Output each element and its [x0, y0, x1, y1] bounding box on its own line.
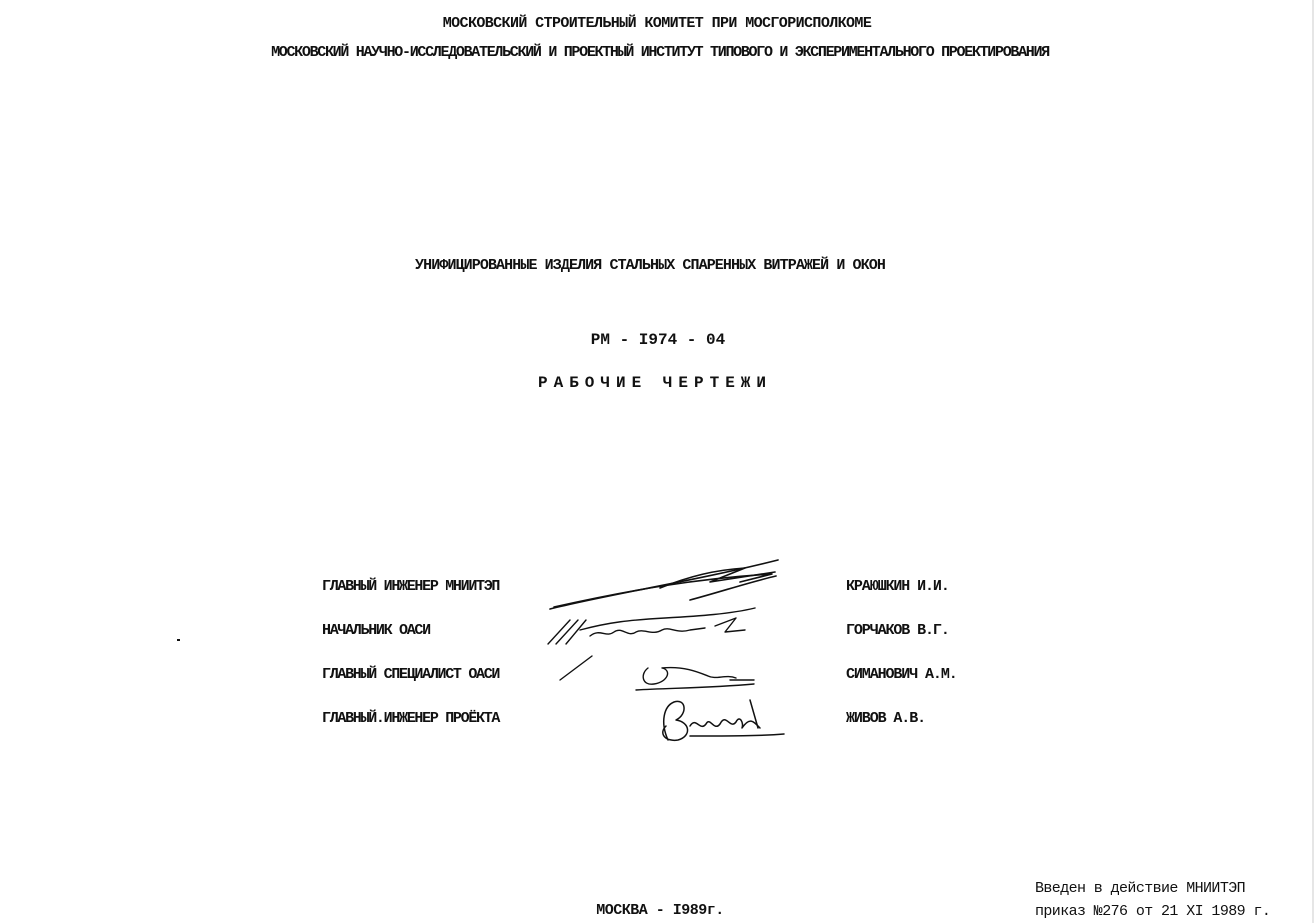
scan-speck — [177, 639, 180, 641]
document-kind: РАБОЧИЕ ЧЕРТЕЖИ — [537, 374, 773, 392]
signature-4 — [663, 700, 784, 740]
signatory-name: ЖИВОВ А.В. — [846, 710, 926, 727]
handwritten-signatures — [540, 552, 800, 747]
city-year: МОСКВА - I989г. — [596, 902, 724, 919]
signatory-role: ГЛАВНЫЙ СПЕЦИАЛИСТ ОАСИ — [322, 666, 500, 683]
document-code: РМ - I974 - 04 — [590, 331, 726, 349]
signatory-name: СИМАНОВИЧ А.М. — [846, 666, 957, 683]
signatory-role: ГЛАВНЫЙ ИНЖЕНЕР МНИИТЭП — [322, 578, 500, 595]
document-title: УНИФИЦИРОВАННЫЕ ИЗДЕЛИЯ СТАЛЬНЫХ СПАРЕННЫХ ВИТРАЖЕЙ И ОКОН — [415, 257, 885, 274]
organization-line-1: МОСКОВСКИЙ СТРОИТЕЛЬНЫЙ КОМИТЕТ ПРИ МОСГОРИСПОЛКОМЕ — [442, 15, 872, 32]
signatory-name: ГОРЧАКОВ В.Г. — [846, 622, 949, 639]
organization-line-2: МОСКОВСКИЙ НАУЧНО-ИССЛЕДОВАТЕЛЬСКИЙ И ПРОЕКТНЫЙ ИНСТИТУТ ТИПОВОГО И ЭКСПЕРИМЕНТАЛЬНОГО ПРОЕКТИРОВАНИЯ — [271, 44, 1049, 61]
signatory-role: НАЧАЛЬНИК ОАСИ — [322, 622, 430, 639]
signature-3 — [560, 656, 754, 690]
introduction-note-line-1: Введен в действие МНИИТЭП — [1035, 880, 1246, 897]
introduction-note-line-2: приказ №276 от 21 XI 1989 г. — [1035, 903, 1271, 920]
signatory-role: ГЛАВНЫЙ.ИНЖЕНЕР ПРОЁКТА — [322, 710, 500, 727]
signature-1 — [550, 560, 778, 609]
signatory-name: КРАЮШКИН И.И. — [846, 578, 949, 595]
signature-2 — [548, 608, 755, 644]
